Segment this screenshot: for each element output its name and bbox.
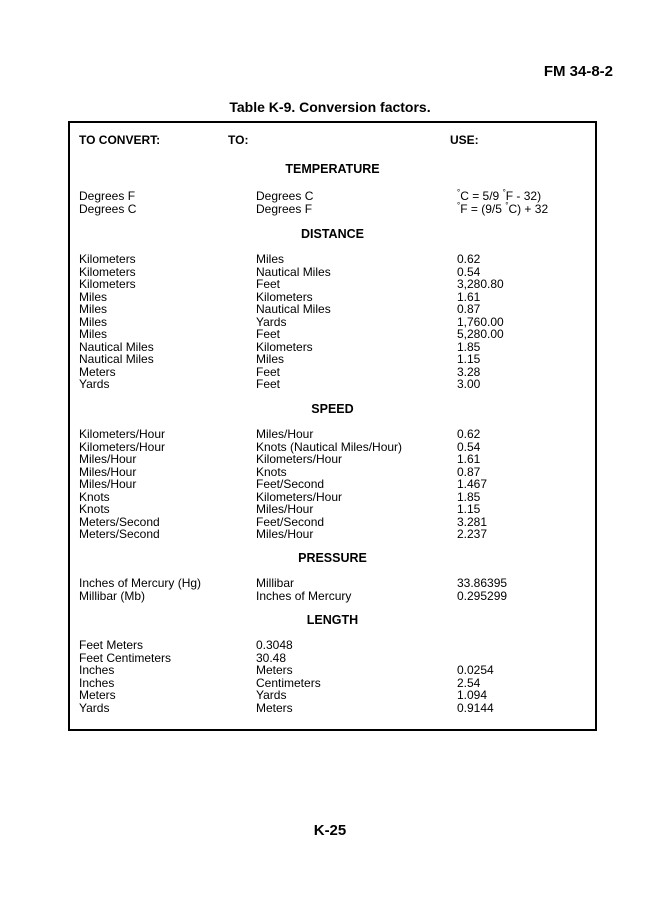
cell-use: 0.54 [457, 439, 481, 454]
cell-use: 33.86395 [457, 576, 508, 590]
cell-use-formula [457, 203, 548, 216]
cell-convert: Yards [79, 700, 110, 715]
cell-to: Feet/Second [256, 514, 325, 529]
table-row [70, 677, 595, 690]
cell-convert: Miles/Hour [79, 464, 137, 479]
cell-convert: Inches of Mercury (Hg) [79, 576, 202, 590]
conversion-table [68, 121, 597, 731]
cell-convert: Miles [79, 302, 108, 316]
cell-convert: Feet Centimeters [79, 650, 172, 665]
table-row [70, 203, 595, 216]
cell-to: Yards [256, 688, 287, 702]
cell-to: Miles/Hour [256, 527, 314, 541]
table-title: Table K-9. Conversion factors. [229, 99, 431, 115]
cell-convert: Meters [79, 364, 116, 379]
table-row [70, 664, 595, 677]
table-row [70, 378, 595, 391]
cell-use: 0.295299 [457, 588, 508, 603]
cell-to: Feet/Second [256, 477, 325, 491]
degree-symbol: ° [505, 201, 509, 210]
formula-part: C = 5/9 [460, 189, 503, 203]
cell-use: 0.9144 [457, 700, 494, 715]
cell-use: 1.61 [457, 289, 481, 304]
cell-convert: Inches [79, 675, 115, 690]
cell-use: 1.094 [457, 688, 488, 702]
cell-to: Kilometers [256, 339, 313, 354]
cell-convert: Nautical Miles [79, 352, 154, 366]
cell-convert: Degrees C [79, 202, 137, 216]
cell-use: 1.467 [457, 477, 488, 491]
cell-use: 0.62 [457, 427, 481, 441]
cell-to: Meters [256, 663, 293, 677]
formula-part: C) + 32 [508, 202, 549, 216]
cell-use: 3,280.80 [457, 277, 504, 291]
table-row [70, 453, 595, 466]
table-row [70, 291, 595, 304]
degree-symbol: ° [502, 188, 506, 197]
cell-use: 3.00 [457, 377, 481, 391]
cell-use: 0.54 [457, 264, 481, 279]
cell-convert: Knots [79, 502, 110, 516]
cell-to: 30.48 [256, 650, 287, 665]
cell-convert: Miles [79, 327, 108, 341]
cell-use: 1,760.00 [457, 314, 504, 329]
cell-use: 0.87 [457, 302, 481, 316]
cell-convert: Yards [79, 377, 110, 391]
degree-symbol: ° [457, 188, 461, 197]
formula-part: F = (9/5 [460, 202, 506, 216]
cell-to: Meters [256, 700, 293, 715]
cell-to: Nautical Miles [256, 264, 331, 279]
cell-use: 0.87 [457, 464, 481, 479]
table-row [70, 491, 595, 504]
cell-convert: Kilometers [79, 252, 136, 266]
cell-to: Knots (Nautical Miles/Hour) [256, 439, 403, 454]
cell-convert: Inches [79, 663, 115, 677]
table-row [70, 702, 595, 715]
cell-to: Kilometers/Hour [256, 452, 343, 466]
table-row [70, 303, 595, 316]
cell-to: Knots [256, 464, 287, 479]
cell-to: Miles [256, 252, 285, 266]
cell-to: Centimeters [256, 675, 321, 690]
section-title-distance: DISTANCE [301, 227, 364, 241]
cell-use: 1.15 [457, 352, 481, 366]
column-header-convert: TO CONVERT: [79, 133, 161, 147]
cell-use: 1.15 [457, 502, 481, 516]
cell-convert: Feet Meters [79, 638, 144, 652]
cell-use: 3.28 [457, 364, 481, 379]
cell-to: Degrees C [256, 189, 314, 203]
table-row [70, 466, 595, 479]
section-title-temperature: TEMPERATURE [285, 162, 380, 176]
cell-to: Inches of Mercury [256, 588, 352, 603]
cell-convert: Miles [79, 314, 108, 329]
cell-use: 5,280.00 [457, 327, 504, 341]
table-row [70, 353, 595, 366]
table-row [70, 590, 595, 603]
cell-convert: Kilometers/Hour [79, 439, 166, 454]
section-title-length: LENGTH [306, 613, 359, 627]
table-row [70, 253, 595, 266]
cell-to: Yards [256, 314, 287, 329]
cell-use: 2.237 [457, 527, 488, 541]
cell-use: 1.85 [457, 339, 481, 354]
cell-to: Feet [256, 327, 281, 341]
cell-to: Nautical Miles [256, 302, 331, 316]
cell-to: Feet [256, 364, 281, 379]
cell-to: Millibar [256, 576, 295, 590]
cell-convert: Miles/Hour [79, 452, 137, 466]
cell-convert: Kilometers [79, 264, 136, 279]
cell-to: Miles/Hour [256, 502, 314, 516]
cell-convert: Knots [79, 489, 110, 504]
cell-to: 0.3048 [256, 638, 293, 652]
cell-use: 1.85 [457, 489, 481, 504]
cell-use: 1.61 [457, 452, 481, 466]
cell-convert: Kilometers/Hour [79, 427, 166, 441]
table-header-row [70, 133, 595, 149]
cell-use: 0.62 [457, 252, 481, 266]
cell-use: 2.54 [457, 675, 481, 690]
section-title-pressure: PRESSURE [298, 551, 367, 565]
cell-to: Kilometers [256, 289, 313, 304]
cell-to: Degrees F [256, 202, 313, 216]
cell-use: 3.281 [457, 514, 488, 529]
cell-convert: Miles/Hour [79, 477, 137, 491]
cell-convert: Meters/Second [79, 514, 160, 529]
cell-convert: Degrees F [79, 189, 136, 203]
page-number: K-25 [313, 822, 347, 839]
table-row [70, 278, 595, 291]
table-row [70, 689, 595, 702]
cell-convert: Kilometers [79, 277, 136, 291]
table-row [70, 266, 595, 279]
table-row [70, 366, 595, 379]
degree-symbol: ° [457, 201, 461, 210]
cell-convert: Nautical Miles [79, 339, 154, 354]
document-id: FM 34-8-2 [543, 63, 613, 80]
section-title-speed: SPEED [311, 402, 354, 416]
cell-use: 0.0254 [457, 663, 494, 677]
cell-convert: Meters [79, 688, 116, 702]
cell-to: Feet [256, 277, 281, 291]
table-row [70, 652, 595, 665]
cell-convert: Millibar (Mb) [79, 588, 145, 603]
cell-to: Miles [256, 352, 285, 366]
column-header-use: USE: [450, 133, 479, 147]
table-row [70, 528, 595, 541]
formula-part: F - 32) [505, 189, 542, 203]
cell-to: Miles/Hour [256, 427, 314, 441]
cell-to: Feet [256, 377, 281, 391]
cell-convert: Meters/Second [79, 527, 160, 541]
cell-to: Kilometers/Hour [256, 489, 343, 504]
column-header-to: TO: [228, 133, 249, 147]
table-row [70, 316, 595, 329]
cell-convert: Miles [79, 289, 108, 304]
